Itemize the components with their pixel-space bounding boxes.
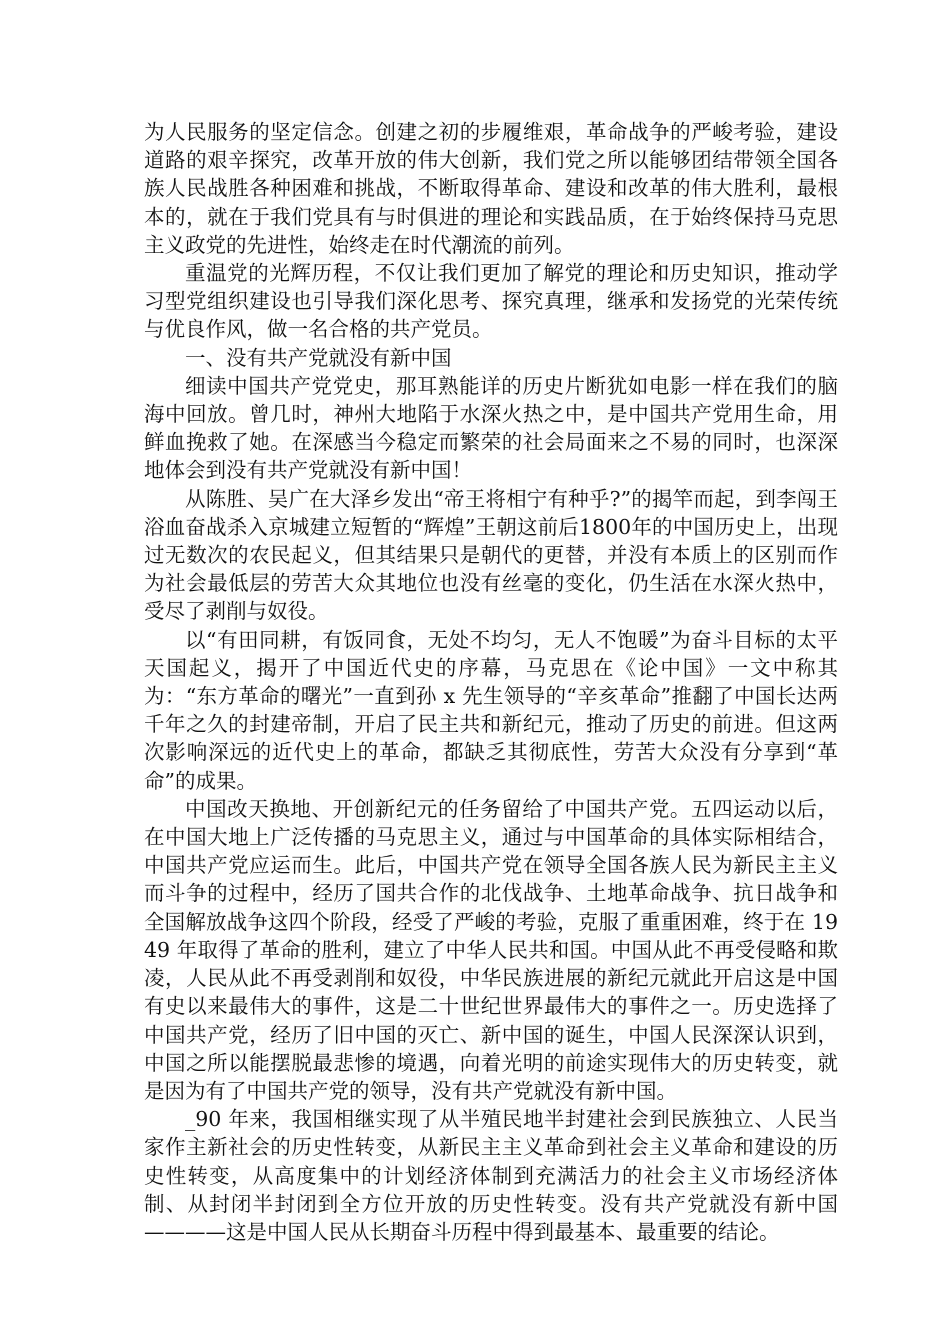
- paragraph-party-history: 细读中国共产党党史，那耳熟能详的历史片断犹如电影一样在我们的脑海中回放。曾几时，神州大地陷于水深火热之中，是中国共产党用生命，用鲜血挽救了她。在深感当今稳定而繁荣的社会局面来之不易的同时，也深深地体会到没有共产党就没有新中国！: [144, 373, 838, 483]
- paragraph-review-history: 重温党的光辉历程，不仅让我们更加了解党的理论和历史知识，推动学习型党组织建设也引导我们深化思考、探究真理，继承和发扬党的光荣传统与优良作风，做一名合格的共产党员。: [144, 261, 838, 342]
- paragraph-ninety-years: _90 年来，我国相继实现了从半殖民地半封建社会到民族独立、人民当家作主新社会的历史性转变，从新民主主义革命到社会主义革命和建设的历史性转变，从高度集中的计划经济体制到充满活力的社会主义市场经济体制、从封闭半封闭到全方位开放的历史性转变。没有共产党就没有新中国————这是中国人民从长期奋斗历程中得到最基本、最重要的结论。: [144, 1107, 838, 1244]
- paragraph-taiping-xinhai: 以“有田同耕，有饭同食，无处不均匀，无人不饱暖”为奋斗目标的太平天国起义，揭开了中国近代史的序幕，马克思在《论中国》一文中称其为：“东方革命的曙光”一直到孙 x 先生领导的“辛亥革命”推翻了中国长达两千年之久的封建帝制，开启了民主共和新纪元，推动了历史的前进。但这两次影响深远的近代史上的革命，都缺乏其彻底性，劳苦大众没有分享到“革命”的成果。: [144, 627, 838, 793]
- paragraph-continuation: 为人民服务的坚定信念。创建之初的步履维艰，革命战争的严峻考验，建设道路的艰辛探究，改革开放的伟大创新，我们党之所以能够团结带领全国各族人民战胜各种困难和挑战，不断取得革命、建设和改革的伟大胜利，最根本的，就在于我们党具有与时俱进的理论和实践品质，在于始终保持马克思主义政党的先进性，始终走在时代潮流的前列。: [144, 120, 838, 257]
- paragraph-new-era: 中国改天换地、开创新纪元的任务留给了中国共产党。五四运动以后，在中国大地上广泛传播的马克思主义，通过与中国革命的具体实际相结合，中国共产党应运而生。此后，中国共产党在领导全国各族人民为新民主主义而斗争的过程中，经历了国共合作的北伐战争、土地革命战争、抗日战争和全国解放战争这四个阶段，经受了严峻的考验，克服了重重困难，终于在 1949 年取得了革命的胜利，建立了中华人民共和国。中国从此不再受侵略和欺凌，人民从此不再受剥削和奴役，中华民族进展的新纪元就此开启这是中国有史以来最伟大的事件，这是二十世纪世界最伟大的事件之一。历史选择了中国共产党，经历了旧中国的灭亡、新中国的诞生，中国人民深深认识到，中国之所以能摆脱最悲惨的境遇，向着光明的前途实现伟大的历史转变，就是因为有了中国共产党的领导，没有共产党就没有新中国。: [144, 796, 838, 1103]
- paragraph-peasant-uprisings: 从陈胜、吴广在大泽乡发出“帝王将相宁有种乎?”的揭竿而起，到李闯王浴血奋战杀入京城建立短暂的“辉煌”王朝这前后1800年的中国历史上，出现过无数次的农民起义，但其结果只是朝代的更替，并没有本质上的区别而作为社会最低层的劳苦大众其地位也没有丝毫的变化，仍生活在水深火热中，受尽了剥削与奴役。: [144, 486, 838, 624]
- section-heading: 一、没有共产党就没有新中国: [185, 345, 452, 370]
